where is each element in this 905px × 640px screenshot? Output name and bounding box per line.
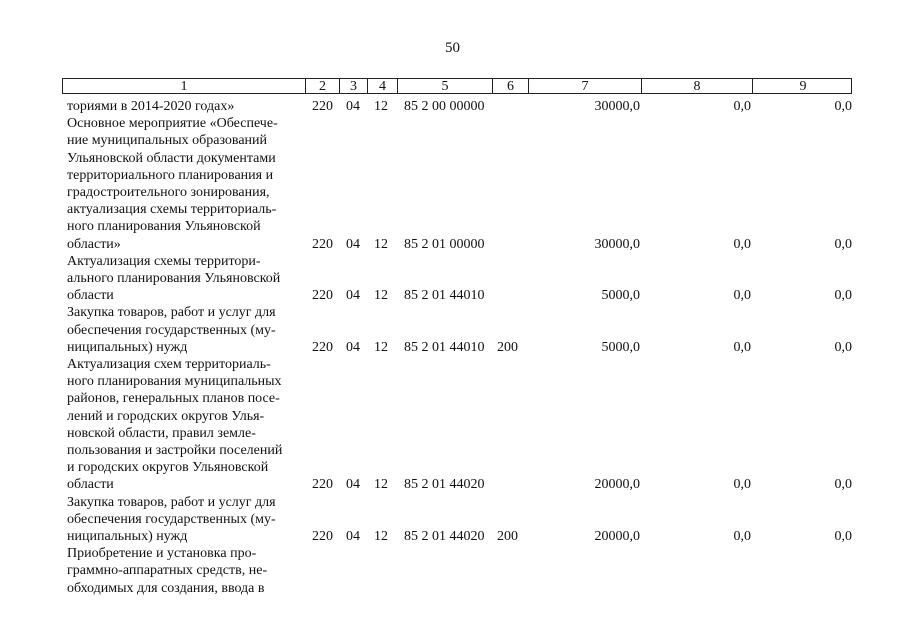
- cell-c5: 85 2 01 44020: [404, 529, 485, 544]
- cell-c3: 04: [346, 99, 360, 114]
- cell-c5: 85 2 01 44010: [404, 288, 485, 304]
- cell-c4: 12: [374, 288, 388, 304]
- cell-c9: 0,0: [834, 477, 852, 493]
- description-line: Ульяновской области документами: [67, 150, 276, 166]
- description-line: ние муниципальных образований: [67, 133, 268, 149]
- row-description: [67, 115, 304, 253]
- description-line: Закупка товаров, работ и услуг для: [67, 494, 276, 510]
- description-line: ного планирования Ульяновской: [67, 219, 261, 235]
- cell-c3: 04: [346, 339, 360, 355]
- header-col-3: 3: [340, 79, 368, 93]
- cell-c9: 0,0: [834, 288, 852, 304]
- cell-c9: 0,0: [834, 339, 852, 355]
- cell-c4: 12: [374, 477, 388, 493]
- header-col-1: 1: [63, 79, 306, 93]
- description-line: Актуализация схем территориаль-: [67, 357, 271, 372]
- cell-c6: 200: [497, 529, 518, 544]
- cell-c8: 0,0: [733, 288, 751, 304]
- description-line: обеспечения государственных (му-: [67, 322, 276, 338]
- header-col-4: 4: [368, 79, 398, 93]
- cell-c4: 12: [374, 236, 388, 252]
- cell-c7: 30000,0: [594, 236, 640, 252]
- cell-c3: 04: [346, 236, 360, 252]
- cell-c8: 0,0: [733, 236, 751, 252]
- description-line: обходимых для создания, ввода в: [67, 580, 265, 596]
- description-line: территориального планирования и: [67, 167, 274, 183]
- table-header: [62, 78, 852, 94]
- cell-c2: 220: [312, 339, 333, 355]
- row-description: [67, 304, 304, 356]
- description-line: Приобретение и установка про-: [67, 546, 257, 562]
- description-line: граммно-аппаратных средств, не-: [67, 563, 268, 579]
- cell-c7: 5000,0: [601, 288, 640, 304]
- cell-c7: 30000,0: [594, 99, 640, 114]
- cell-c8: 0,0: [733, 529, 751, 544]
- description-line: районов, генеральных планов посе-: [67, 391, 280, 407]
- description-line: Закупка товаров, работ и услуг для: [67, 305, 276, 321]
- header-col-7: 7: [529, 79, 642, 93]
- row-description: [67, 494, 304, 546]
- cell-c2: 220: [312, 477, 333, 493]
- row-description: [67, 253, 304, 305]
- header-col-5: 5: [398, 79, 493, 93]
- cell-c2: 220: [312, 529, 333, 544]
- header-col-6: 6: [493, 79, 529, 93]
- header-col-8: 8: [642, 79, 753, 93]
- cell-c8: 0,0: [733, 477, 751, 493]
- cell-c7: 20000,0: [594, 529, 640, 544]
- description-line: Актуализация схемы территори-: [67, 253, 261, 269]
- cell-c5: 85 2 01 00000: [404, 236, 485, 252]
- cell-c3: 04: [346, 288, 360, 304]
- header-col-2: 2: [306, 79, 340, 93]
- cell-c8: 0,0: [733, 339, 751, 355]
- cell-c2: 220: [312, 236, 333, 252]
- description-line: ниципальных) нужд: [67, 339, 188, 355]
- cell-c5: 85 2 00 00000: [404, 99, 485, 114]
- description-line: ториями в 2014-2020 годах»: [67, 99, 235, 114]
- description-line: области»: [67, 236, 121, 252]
- description-line: новской области, правил земле-: [67, 425, 256, 441]
- description-line: пользования и застройки поселений: [67, 443, 283, 459]
- cell-c6: 200: [497, 339, 518, 355]
- description-line: ного планирования муниципальных: [67, 374, 282, 390]
- cell-c8: 0,0: [733, 99, 751, 114]
- cell-c2: 220: [312, 288, 333, 304]
- cell-c5: 85 2 01 44010: [404, 339, 485, 355]
- cell-c4: 12: [374, 339, 388, 355]
- description-line: области: [67, 477, 114, 493]
- row-description: [67, 356, 304, 494]
- header-col-9: 9: [799, 79, 807, 94]
- description-line: ниципальных) нужд: [67, 529, 188, 544]
- description-line: области: [67, 288, 114, 304]
- cell-c4: 12: [374, 529, 388, 544]
- description-line: Основное мероприятие «Обеспече-: [67, 116, 278, 132]
- cell-c7: 20000,0: [594, 477, 640, 493]
- row-description: [67, 98, 304, 115]
- description-line: актуализация схемы территориаль-: [67, 202, 277, 218]
- cell-c9: 0,0: [834, 529, 852, 544]
- description-line: ального планирования Ульяновской: [67, 271, 281, 286]
- page-number: 50: [445, 40, 460, 56]
- cell-c9: 0,0: [834, 236, 852, 252]
- description-line: градостроительного зонирования,: [67, 185, 270, 200]
- cell-c3: 04: [346, 529, 360, 544]
- cell-c9: 0,0: [834, 99, 852, 114]
- row-description: [67, 545, 304, 597]
- description-line: и городских округов Ульяновской: [67, 460, 269, 476]
- cell-c2: 220: [312, 99, 333, 114]
- description-line: обеспечения государственных (му-: [67, 511, 276, 527]
- cell-c7: 5000,0: [601, 339, 640, 355]
- cell-c4: 12: [374, 99, 388, 114]
- description-line: лений и городских округов Улья-: [67, 408, 265, 424]
- cell-c5: 85 2 01 44020: [404, 477, 485, 493]
- cell-c3: 04: [346, 477, 360, 493]
